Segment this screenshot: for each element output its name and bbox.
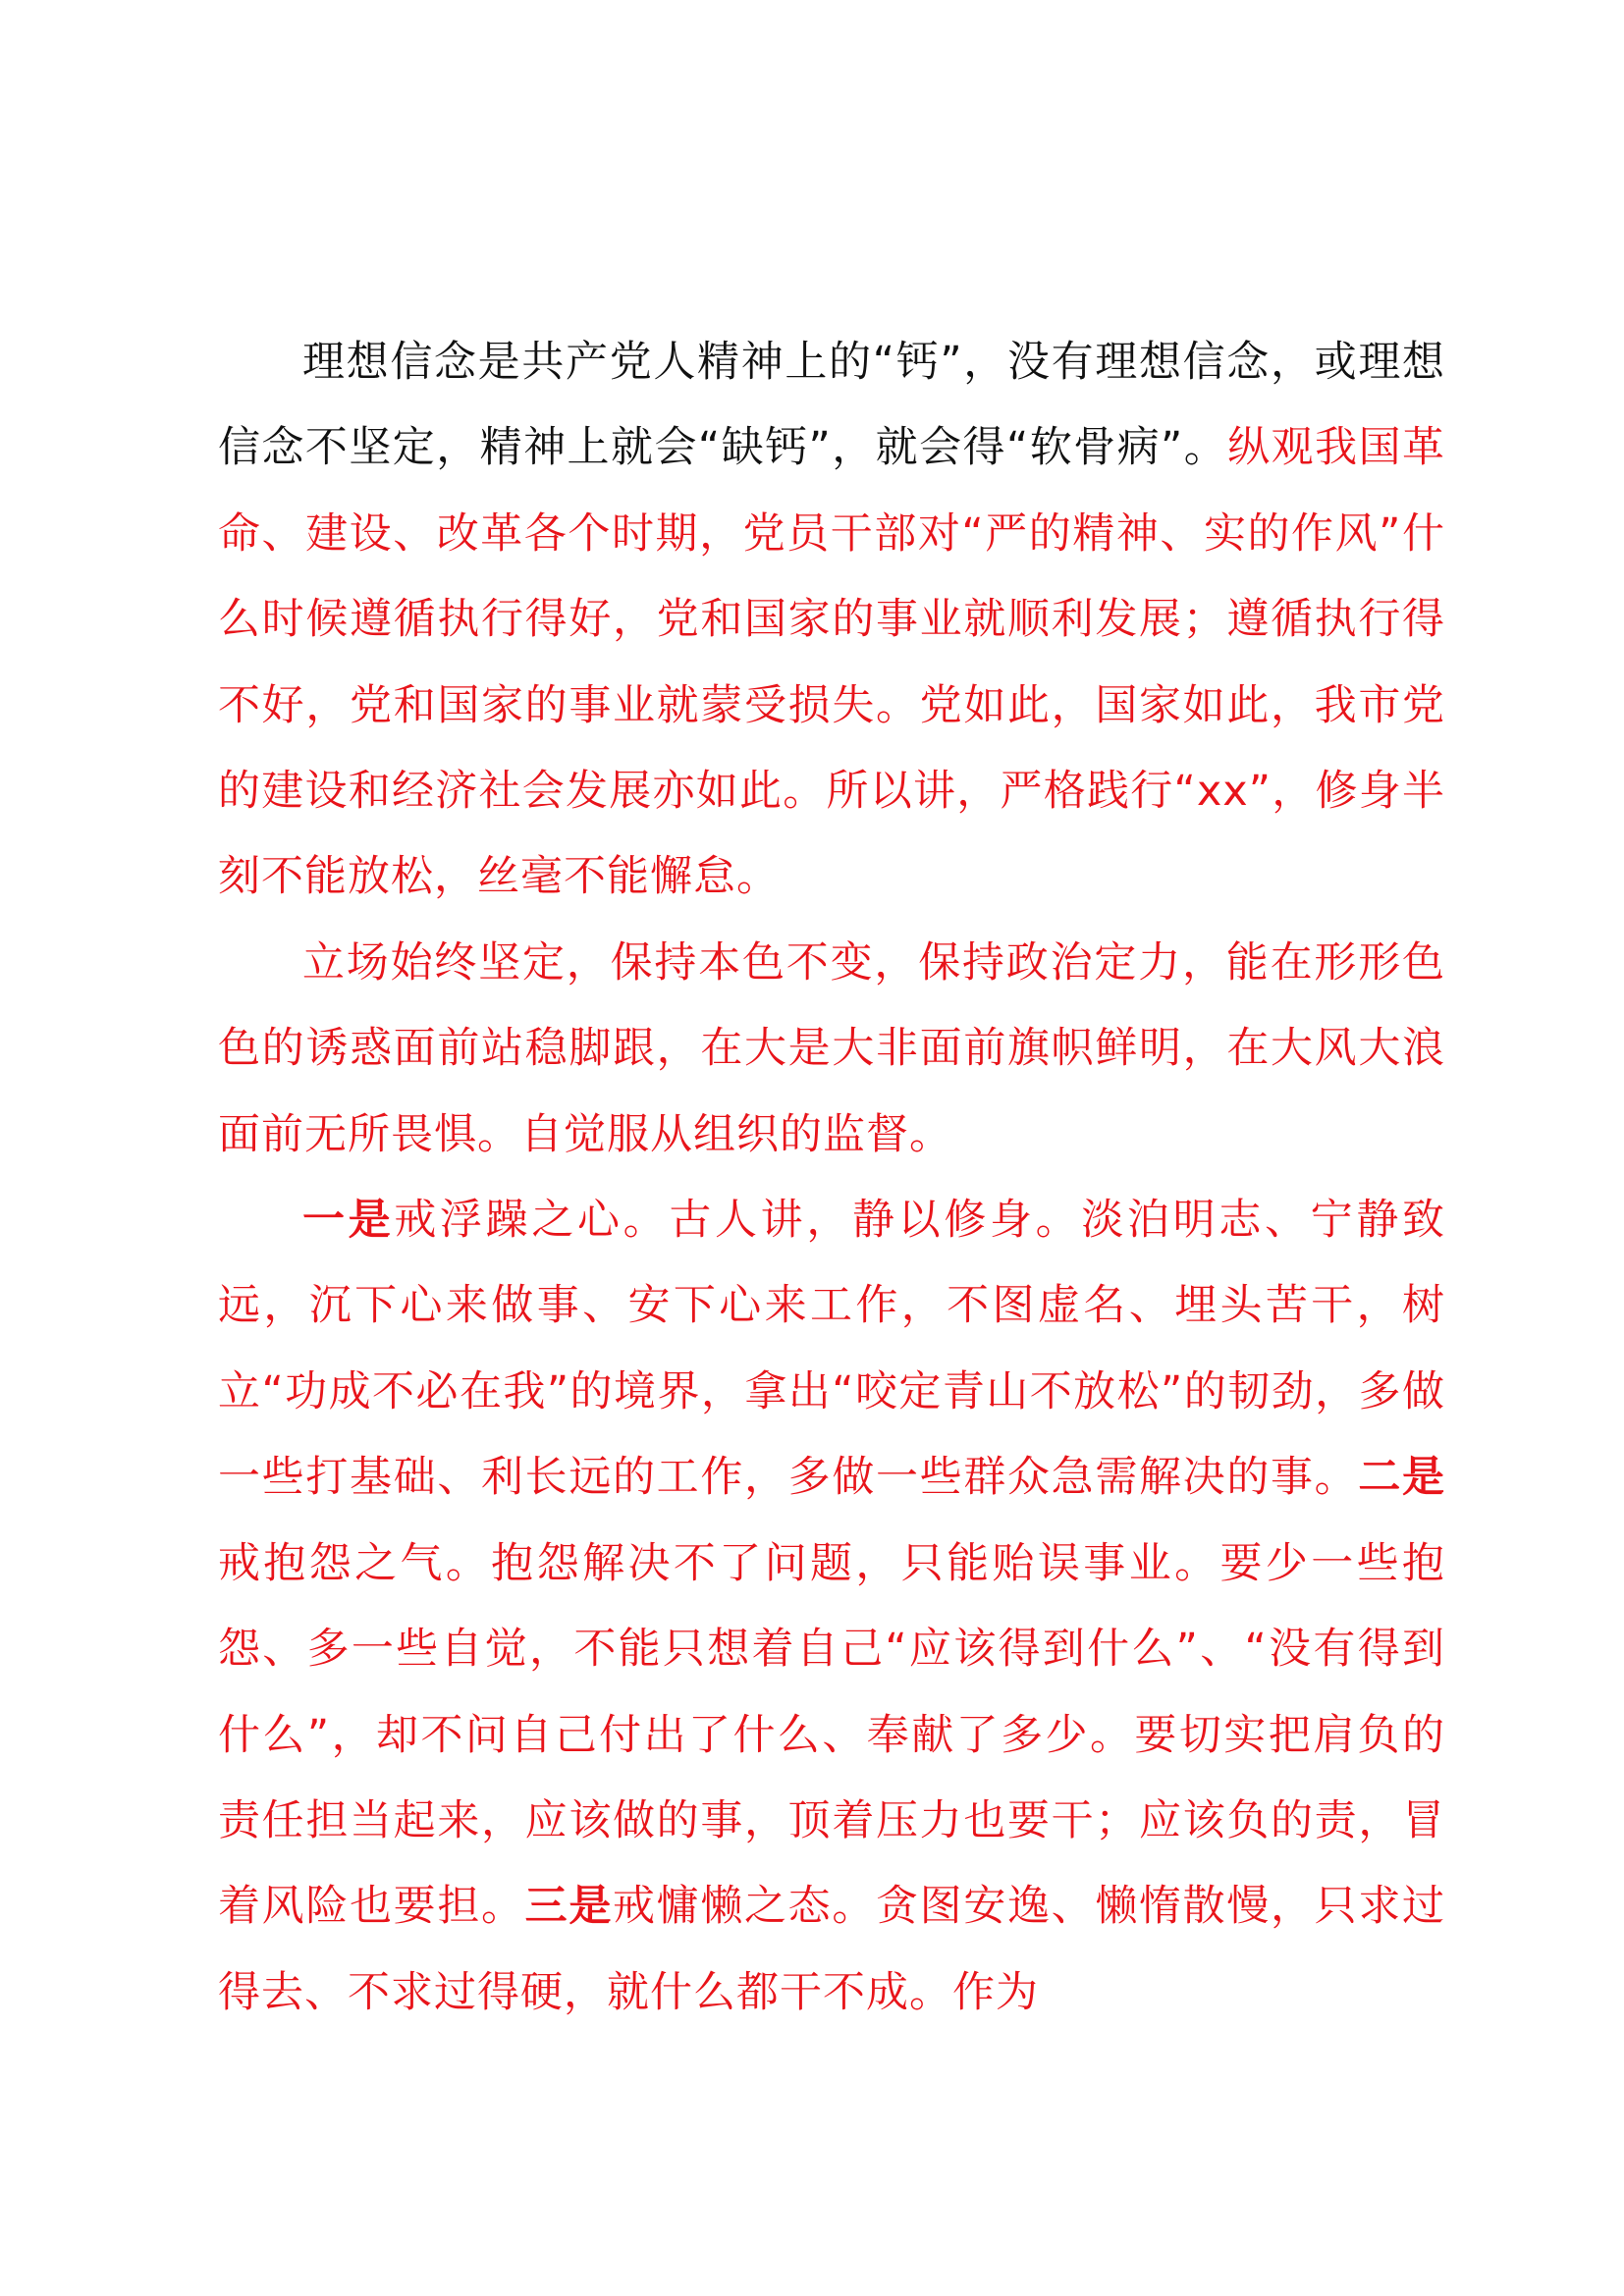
- point-text-3: 戒慵懒之态。贪图安逸、懒惰散慢，只求过得去、不求过得硬，就什么都干不成。作为: [218, 1882, 1446, 2017]
- paragraph-text-red: 立场始终坚定，保持本色不变，保持政治定力，能在形形色色的诱惑面前站稳脚跟，在大是大非面前旗帜鲜明，在大风大浪面前无所畏惧。自觉服从组织的监督。: [218, 937, 1445, 1159]
- point-marker-1: 一是: [302, 1196, 395, 1246]
- document-body: [218, 320, 1445, 2036]
- paragraph-2: [218, 921, 1445, 1178]
- paragraph-1: [218, 320, 1445, 921]
- point-marker-2: 二是: [1358, 1453, 1446, 1503]
- point-marker-3: 三是: [524, 1882, 614, 1932]
- point-text-1: 戒浮躁之心。古人讲，静以修身。淡泊明志、宁静致远，沉下心来做事、安下心来工作，不图虚名、埋头苦干，树立“功成不必在我”的境界，拿出“咬定青山不放松”的韧劲，多做一些打基础、利长远的工作，多做一些群众急需解决的事。: [218, 1196, 1446, 1503]
- paragraph-text-black: 理想信念是共产党人精神上的“钙”，没有理想信念，或理想信念不坚定，精神上就会“缺钙”，就会得“软骨病”。: [218, 338, 1445, 473]
- point-text-2: 戒抱怨之气。抱怨解决不了问题，只能贻误事业。要少一些抱怨、多一些自觉，不能只想着自己“应该得到什么”、“没有得到什么”，却不问自己付出了什么、奉献了多少。要切实把肩负的责任担当起来，应该做的事，顶着压力也要干；应该负的责，冒着风险也要担。: [218, 1538, 1445, 1932]
- paragraph-3: [218, 1178, 1445, 2036]
- paragraph-text-red: 纵观我国革命、建设、改革各个时期，党员干部对“严的精神、实的作风”什么时候遵循执行得好，党和国家的事业就顺利发展；遵循执行得不好，党和国家的事业就蒙受损失。党如此，国家如此，我市党的建设和经济社会发展亦如此。所以讲，严格践行“xx”，修身半刻不能放松，丝毫不能懈怠。: [218, 423, 1446, 902]
